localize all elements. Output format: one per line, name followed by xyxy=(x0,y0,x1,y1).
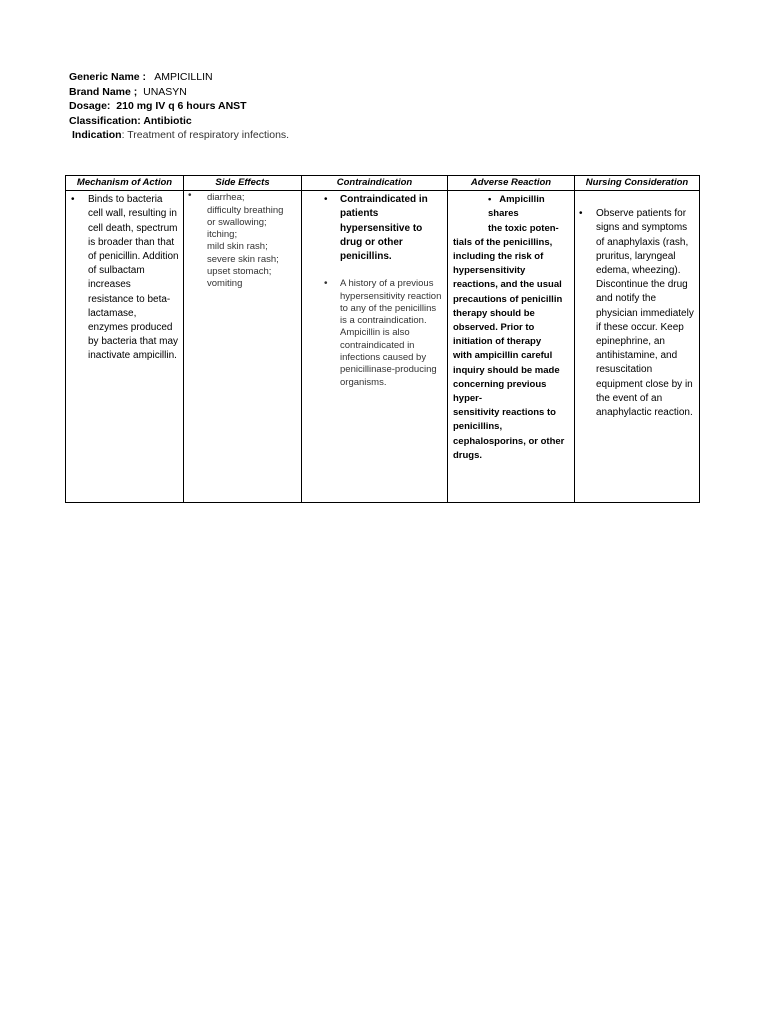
table-header-row xyxy=(66,176,700,191)
side-effect-item: difficulty breathing xyxy=(207,204,284,216)
indication-label: Indication xyxy=(72,129,122,142)
header-mechanism: Mechanism of Action xyxy=(66,176,184,191)
adverse-line: reactions, and the usual xyxy=(453,279,562,291)
bullet-icon: • xyxy=(324,194,328,206)
bullet-icon: • xyxy=(324,278,328,290)
bullet-icon: • xyxy=(488,194,492,206)
side-effect-item: diarrhea; xyxy=(207,192,245,204)
mechanism-cell xyxy=(66,191,184,503)
side-effect-item: severe skin rash; xyxy=(207,253,279,265)
header-contraindication: Contraindication xyxy=(302,176,448,191)
adverse-line: initiation of therapy xyxy=(453,336,542,348)
bullet-icon: • xyxy=(71,194,75,206)
side-effect-item: upset stomach; xyxy=(207,265,272,277)
header-nursing-consideration: Nursing Consideration xyxy=(575,176,700,191)
classification-row xyxy=(69,114,289,129)
indication-row xyxy=(72,128,289,143)
adverse-line: hyper- xyxy=(453,393,483,405)
classification-value: Antibiotic xyxy=(143,114,192,127)
drug-info-header xyxy=(69,70,289,143)
brand-name-row xyxy=(69,85,289,100)
bullet-icon: • xyxy=(579,208,583,220)
nursing-text: Observe patients for signs and symptoms of anaphylaxis (rash, pruritus, laryngeal edema, wheezing). Discontinue the drug and notify the physician immediately if these occur. Keep epinephrine, an antihistamine, and resuscitation equipment close by in the event of an anaphylactic reaction. xyxy=(596,208,694,419)
brand-name-value: UNASYN xyxy=(143,85,187,98)
generic-name-row xyxy=(69,70,289,85)
side-effect-item: or swallowing; xyxy=(207,216,267,228)
adverse-line: hypersensitivity xyxy=(453,265,526,277)
indication-value: : Treatment of respiratory infections. xyxy=(121,129,290,142)
nursing-consideration-cell xyxy=(575,191,700,503)
drug-study-table xyxy=(65,175,700,503)
classification-label: Classification: xyxy=(69,114,141,127)
dosage-row xyxy=(69,99,289,114)
table-row xyxy=(66,191,700,503)
side-effect-item: mild skin rash; xyxy=(207,241,268,253)
adverse-line: drugs. xyxy=(453,449,483,461)
header-side-effects: Side Effects xyxy=(184,176,302,191)
side-effect-item: vomiting xyxy=(207,278,243,290)
mechanism-text: Binds to bacteria cell wall, resulting in cell death, spectrum is broader than that of penicillin. Addition of sulbactam increases resistance to beta-lactamase, enzymes produced by bacteria that may inactivate ampicillin. xyxy=(88,194,179,362)
generic-name-label: Generic Name : xyxy=(69,71,147,83)
adverse-line: • Ampicillin shares xyxy=(488,194,545,220)
contraindication-text-2: A history of a previous hypersensitivity reaction to any of the penicillins is a contraindication. Ampicillin is also contraindicated in infections caused by penicillinase-producing organisms. xyxy=(340,278,442,388)
adverse-line: penicillins, xyxy=(453,421,503,433)
dosage-value: 210 mg IV q 6 hours ANST xyxy=(116,100,247,113)
adverse-reaction-cell xyxy=(448,191,575,503)
bullet-icon: • xyxy=(188,190,192,202)
dosage-label: Dosage: xyxy=(69,100,111,113)
contraindication-text-1: Contraindicated in patients hypersensitive to drug or other penicillins. xyxy=(340,194,428,263)
adverse-line: therapy should be xyxy=(453,307,535,319)
adverse-line: the toxic poten- xyxy=(488,222,559,234)
adverse-line: observed. Prior to xyxy=(453,322,535,334)
header-adverse-reaction: Adverse Reaction xyxy=(448,176,575,191)
contraindication-cell xyxy=(302,191,448,503)
brand-name-label: Brand Name ; xyxy=(69,85,138,98)
adverse-line: tials of the penicillins, xyxy=(453,236,553,248)
side-effects-cell xyxy=(184,191,302,503)
side-effect-item: itching; xyxy=(207,229,238,241)
generic-name-value: AMPICILLIN xyxy=(154,71,213,83)
adverse-line: including the risk of xyxy=(453,251,544,263)
adverse-line: sensitivity reactions to xyxy=(453,407,556,419)
adverse-line: cephalosporins, or other xyxy=(453,435,565,447)
adverse-line: with ampicillin careful xyxy=(453,350,553,362)
adverse-line: inquiry should be made xyxy=(453,364,560,376)
adverse-line: precautions of penicillin xyxy=(453,293,563,305)
adverse-line: concerning previous xyxy=(453,378,547,390)
